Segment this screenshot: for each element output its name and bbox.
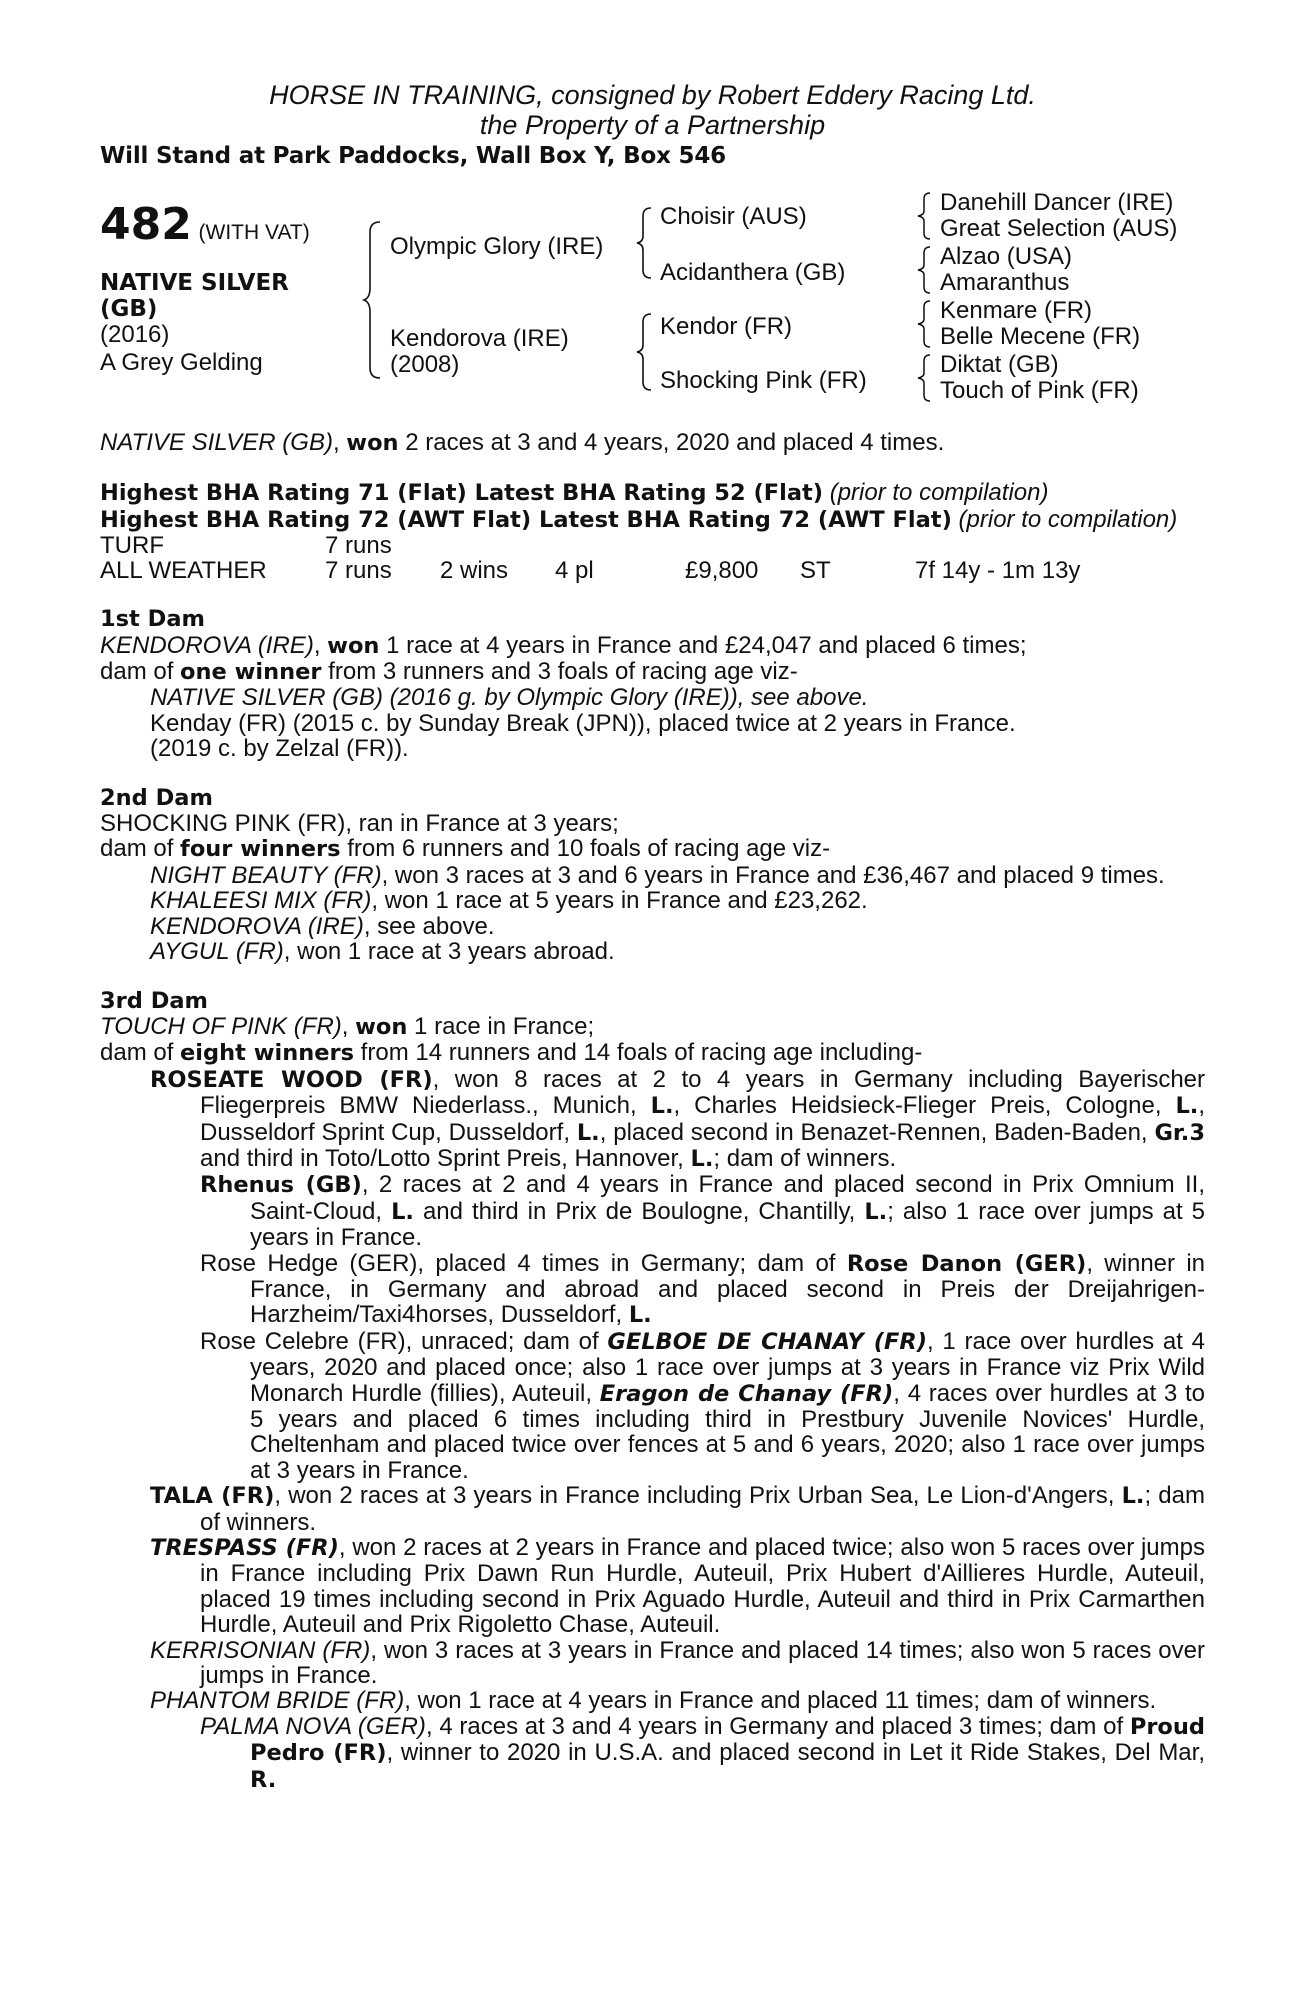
dam-sire-sire: Kenmare (FR) <box>940 297 1093 324</box>
sire-dam-dam: Amaranthus <box>940 269 1070 296</box>
dam-sire: Kendor (FR) <box>660 313 793 340</box>
list-item: KENDOROVA (IRE), see above. <box>150 912 495 940</box>
list-item: KHALEESI MIX (FR), won 1 race at 5 years in France and £23,262. <box>150 887 868 915</box>
dam-year: (2008) <box>390 351 460 378</box>
vat-note: (WITH VAT) <box>198 221 310 244</box>
pedigree-block <box>100 190 1205 430</box>
dam-dam: Shocking Pink (FR) <box>660 367 867 394</box>
brace-dd <box>915 352 933 404</box>
table-row: ALL WEATHER 7 runs 2 wins 4 pl £9,800 ST 7f 14y - 1m 13y <box>100 557 1081 585</box>
horse-name: NATIVE SILVER <box>100 270 289 296</box>
consignor-line: HORSE IN TRAINING, consigned by Robert Eddery Racing Ltd. <box>269 80 1036 110</box>
sire-sire-sire: Danehill Dancer (IRE) <box>940 189 1174 216</box>
dam-brace <box>635 312 655 392</box>
sire-sire: Choisir (AUS) <box>660 203 807 230</box>
list-item: Kenday (FR) (2015 c. by Sunday Break (JPN)), placed twice at 2 years in France. <box>150 709 1016 737</box>
ratings: Highest BHA Rating 71 (Flat) Latest BHA Rating 52 (Flat) (prior to compilation) Highest BHA Rating 72 (AWT Flat) Latest BHA Rating 72 (AWT Flat) (prior to compilation) TURF 7 runs ALL WEATHER 7 runs 2 wins 4 pl £9,800 ST 7f 14y - 1m 13y <box>100 479 1178 585</box>
list-item: Rhenus (GB), 2 races at 2 and 4 years in France and placed second in Prix Omnium II, Saint-Cloud, L. and third in Prix de Boulogne, Chantilly, L.; also 1 race over jumps at 5 years in France. <box>200 1171 1205 1252</box>
dam: Kendorova (IRE) <box>390 325 569 352</box>
third-dam-section: 3rd Dam TOUCH OF PINK (FR), won 1 race in France; dam of eight winners from 14 runners and 14 foals of racing age including- ROSEATE WOOD (FR), won 8 races at 2 to 4 years in Germany including Bayerischer Fliegerpreis BMW Niederlass., Munich, L., Charles Heidsieck-Flieger Preis, Cologne, L., Dusseldorf Sprint Cup, Dusseldorf, L., placed second in Benazet-Rennen, Baden-Baden, Gr.3 and third in Toto/Lotto Sprint Preis, Hannover, L.; dam of winners. Rhenus (GB), 2 races at 2 and 4 years in France and placed second in Prix Omnium II, Saint-Cloud, L. and third in Prix de Boulogne, Chantilly, L.; also 1 race over jumps at 5 years in France. Rose Hedge (GER), placed 4 times in Germany; dam of Rose Danon (GER), winner in France, in Germany and abroad and placed second in Preis der Dreijahrigen-Harzheim/Taxi4horses, Dusseldorf, L. Rose Celebre (FR), unraced; dam of GELBOE DE CHANAY (FR), 1 race over hurdles at 4 years, 2020 and placed once; also 1 race over jumps at 3 years in France viz Prix Wild Monarch Hurdle (fillies), Auteuil, Eragon de Chanay (FR), 4 races over hurdles at 3 to 5 years and placed 6 times including third in Prestbury Juvenile Novices' Hurdle, Cheltenham and placed twice over fences at 5 and 6 years, 2020; also 1 race over jumps at 3 years in France. TALA (FR), won 2 races at 3 years in France including Prix Urban Sea, Le Lion-d'Angers, L.; dam of winners. TRESPASS (FR), won 2 races at 2 years in France and placed twice; also won 5 races over jumps in France including Prix Dawn Run Hurdle, Auteuil, Prix Hubert d'Aillieres Hurdle, Auteuil, placed 19 times including second in Prix Aguado Hurdle, Auteuil and third in Prix Carmarthen Hurdle, Auteuil and Prix Rigoletto Chase, Auteuil. KERRISONIAN (FR), won 3 races at 3 years in France and placed 14 times; also won 5 races over jumps in France. PHANTOM BRIDE (FR), won 1 race at 4 years in France and placed 11 times; dam of winners. PALMA NOVA (GER), 4 races at 3 and 4 years in Germany and placed 3 times; dam of Proud Pedro (FR), winner to 2020 in U.S.A. and placed second in Let it Ride Stakes, Del Mar, R. <box>100 987 1206 1793</box>
sire-dam-sire: Alzao (USA) <box>940 243 1073 270</box>
dam-sire-dam: Belle Mecene (FR) <box>940 323 1141 350</box>
rating-flat: Highest BHA Rating 71 (Flat) Latest BHA Rating 52 (Flat) <box>100 480 824 507</box>
section-heading: 1st Dam <box>100 606 205 633</box>
sire-brace <box>635 206 655 280</box>
list-item: ROSEATE WOOD (FR), won 8 races at 2 to 4 years in Germany including Bayerischer Fliegerpreis BMW Niederlass., Munich, L., Charles Heidsieck-Flieger Preis, Cologne, L., Dusseldorf Sprint Cup, Dusseldorf, L., placed second in Benazet-Rennen, Baden-Baden, Gr.3 and third in Toto/Lotto Sprint Preis, Hannover, L.; dam of winners. <box>150 1065 1206 1172</box>
lot-number: 482 <box>100 199 192 250</box>
table-row: TURF 7 runs <box>100 532 392 560</box>
list-item: (2019 c. by Zelzal (FR)). <box>150 735 409 763</box>
list-item: TALA (FR), won 2 races at 3 years in France including Prix Urban Sea, Le Lion-d'Angers, L.; dam of winners. <box>150 1482 1205 1536</box>
list-item: Rose Celebre (FR), unraced; dam of GELBOE DE CHANAY (FR), 1 race over hurdles at 4 years, 2020 and placed once; also 1 race over jumps at 3 years in France viz Prix Wild Monarch Hurdle (fillies), Auteuil, Eragon de Chanay (FR), 4 races over hurdles at 3 to 5 years and placed 6 times including third in Prestbury Juvenile Novices' Hurdle, Cheltenham and placed twice over fences at 5 and 6 years, 2020; also 1 race over jumps at 3 years in France. <box>200 1327 1206 1484</box>
race-record-table <box>100 533 1080 583</box>
brace-ss <box>915 190 933 242</box>
list-item: PHANTOM BRIDE (FR), won 1 race at 4 years in France and placed 11 times; dam of winners. <box>150 1687 1157 1715</box>
sire: Olympic Glory (IRE) <box>390 233 604 260</box>
stand-location: Will Stand at Park Paddocks, Wall Box Y, Box 546 <box>100 143 726 169</box>
list-item: NIGHT BEAUTY (FR), won 3 races at 3 and 6 years in France and £36,467 and placed 9 times. <box>150 861 1165 889</box>
rating-awt: Highest BHA Rating 72 (AWT Flat) Latest BHA Rating 72 (AWT Flat) <box>100 506 952 533</box>
ownership-line: the Property of a Partnership <box>479 110 826 140</box>
brace-ds <box>915 298 933 350</box>
race-summary: NATIVE SILVER (GB), won 2 races at 3 and 4 years, 2020 and placed 4 times. <box>100 429 945 456</box>
list-item: AYGUL (FR), won 1 race at 3 years abroad. <box>150 938 615 966</box>
horse-country: (GB) <box>100 296 158 322</box>
dam-dam-sire: Diktat (GB) <box>940 351 1059 378</box>
horse-year: (2016) <box>100 321 170 348</box>
section-heading: 3rd Dam <box>100 987 208 1014</box>
dam-dam-dam: Touch of Pink (FR) <box>940 377 1139 404</box>
second-dam-section: 2nd Dam SHOCKING PINK (FR), ran in France at 3 years; dam of four winners from 6 runners and 10 foals of racing age viz- NIGHT BEAUTY (FR), won 3 races at 3 and 6 years in France and £36,467 and placed 9 times. KHALEESI MIX (FR), won 1 race at 5 years in France and £23,262. KENDOROVA (IRE), see above. AYGUL (FR), won 1 race at 3 years abroad. <box>100 786 1205 965</box>
horse-description: A Grey Gelding <box>100 349 263 376</box>
sire-sire-dam: Great Selection (AUS) <box>940 215 1178 242</box>
brace-sd <box>915 244 933 296</box>
list-item: NATIVE SILVER (GB) (2016 g. by Olympic Glory (IRE)), see above. <box>150 684 869 712</box>
list-item: KERRISONIAN (FR), won 3 races at 3 years in France and placed 14 times; also won 5 races over jumps in France. <box>150 1636 1205 1690</box>
list-item: Rose Hedge (GER), placed 4 times in Germany; dam of Rose Danon (GER), winner in France, in Germany and abroad and placed second in Preis der Dreijahrigen-Harzheim/Taxi4horses, Dusseldorf, L. <box>200 1249 1206 1329</box>
catalogue-page <box>100 80 1205 1793</box>
sire-dam: Acidanthera (GB) <box>660 259 846 286</box>
first-dam-section: 1st Dam KENDOROVA (IRE), won 1 race at 4 years in France and £24,047 and placed 6 times; dam of one winner from 3 runners and 3 foals of racing age viz- NATIVE SILVER (GB) (2016 g. by Olympic Glory (IRE)), see above. Kenday (FR) (2015 c. by Sunday Break (JPN)), placed twice at 2 years in France. (2019 c. by Zelzal (FR)). <box>100 607 1205 761</box>
list-item: PALMA NOVA (GER), 4 races at 3 and 4 years in Germany and placed 3 times; dam of Proud Pedro (FR), winner to 2020 in U.S.A. and placed second in Let it Ride Stakes, Del Mar, R. <box>200 1712 1206 1793</box>
main-brace <box>362 220 386 380</box>
list-item: TRESPASS (FR), won 2 races at 2 years in France and placed twice; also won 5 races over jumps in France including Prix Dawn Run Hurdle, Auteuil, Prix Hubert d'Aillieres Hurdle, Auteuil, placed 19 times including second in Prix Aguado Hurdle, Auteuil and third in Prix Carmarthen Hurdle, Auteuil and Prix Rigoletto Chase, Auteuil. <box>150 1534 1205 1639</box>
section-heading: 2nd Dam <box>100 784 213 811</box>
